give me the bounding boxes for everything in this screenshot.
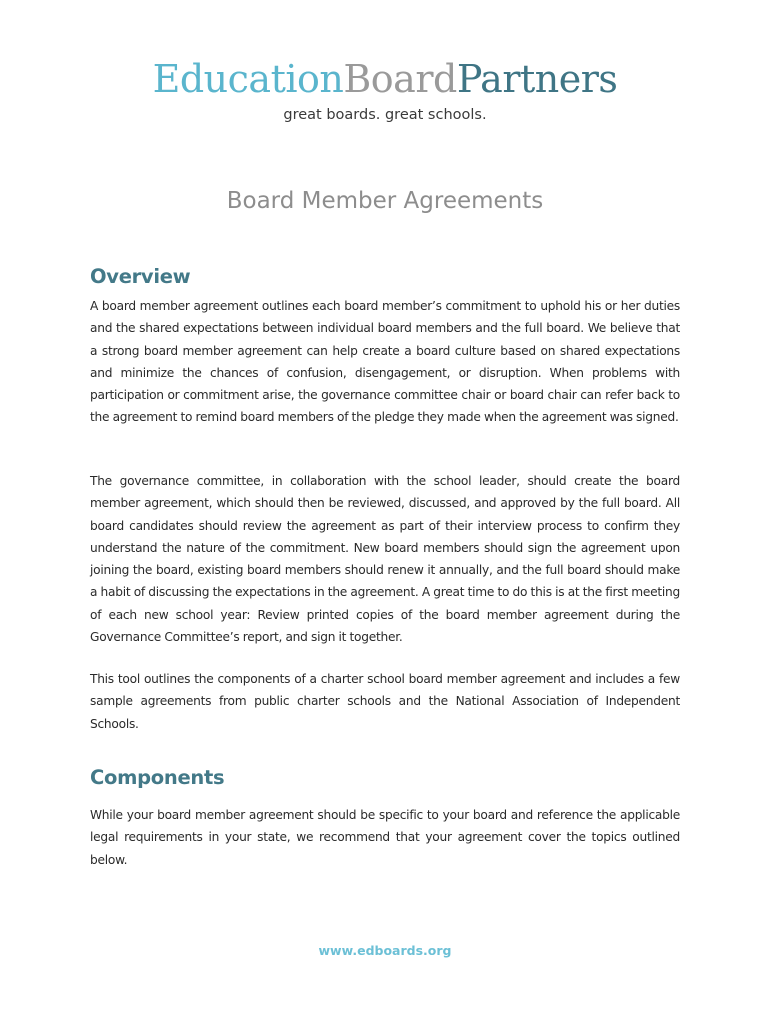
edboards-logo <box>0 56 770 102</box>
footer-website-link[interactable]: www.edboards.org <box>318 943 452 958</box>
logo-word-board: Board <box>343 57 457 101</box>
components-paragraph-1: While your board member agreement should be specific to your board and reference the applicable legal requirements in your state, we recommend that your agreement cover the topics outlined below. <box>90 808 680 867</box>
overview-paragraph-2: The governance committee, in collaboration with the school leader, should create the board member agreement, which should then be reviewed, discussed, and approved by the full board. All board candidates should review the agreement as part of their interview process to confirm they understand the nature of the commitment. New board members should sign the agreement upon joining the board, existing board members should renew it annually, and the full board should make a habit of discussing the expectations in the agreement. A great time to do this is at the first meeting of each new school year: Review printed copies of the board member agreement during the Governance Committee’s report, and sign it together. <box>90 474 680 645</box>
tagline: great boards. great schools. <box>283 107 487 123</box>
overview-paragraph-3: This tool outlines the components of a charter school board member agreement and includes a few sample agreements from public charter schools and the National Association of Independent Schools. <box>90 672 680 731</box>
page-title: Board Member Agreements <box>226 188 544 214</box>
section-heading-overview: Overview <box>90 265 191 288</box>
logo-word-education: Education <box>152 57 344 101</box>
section-heading-components: Components <box>90 766 225 789</box>
logo-word-partners: Partners <box>456 57 618 101</box>
overview-paragraph-1: A board member agreement outlines each board member’s commitment to uphold his or her duties and the shared expectations between individual board members and the full board. We believe that a strong board member agreement can help create a board culture based on shared expectations and minimize the chances of confusion, disengagement, or disruption. When problems with participation or commitment arise, the governance committee chair or board chair can refer back to the agreement to remind board members of the pledge they made when the agreement was signed. <box>90 299 680 425</box>
